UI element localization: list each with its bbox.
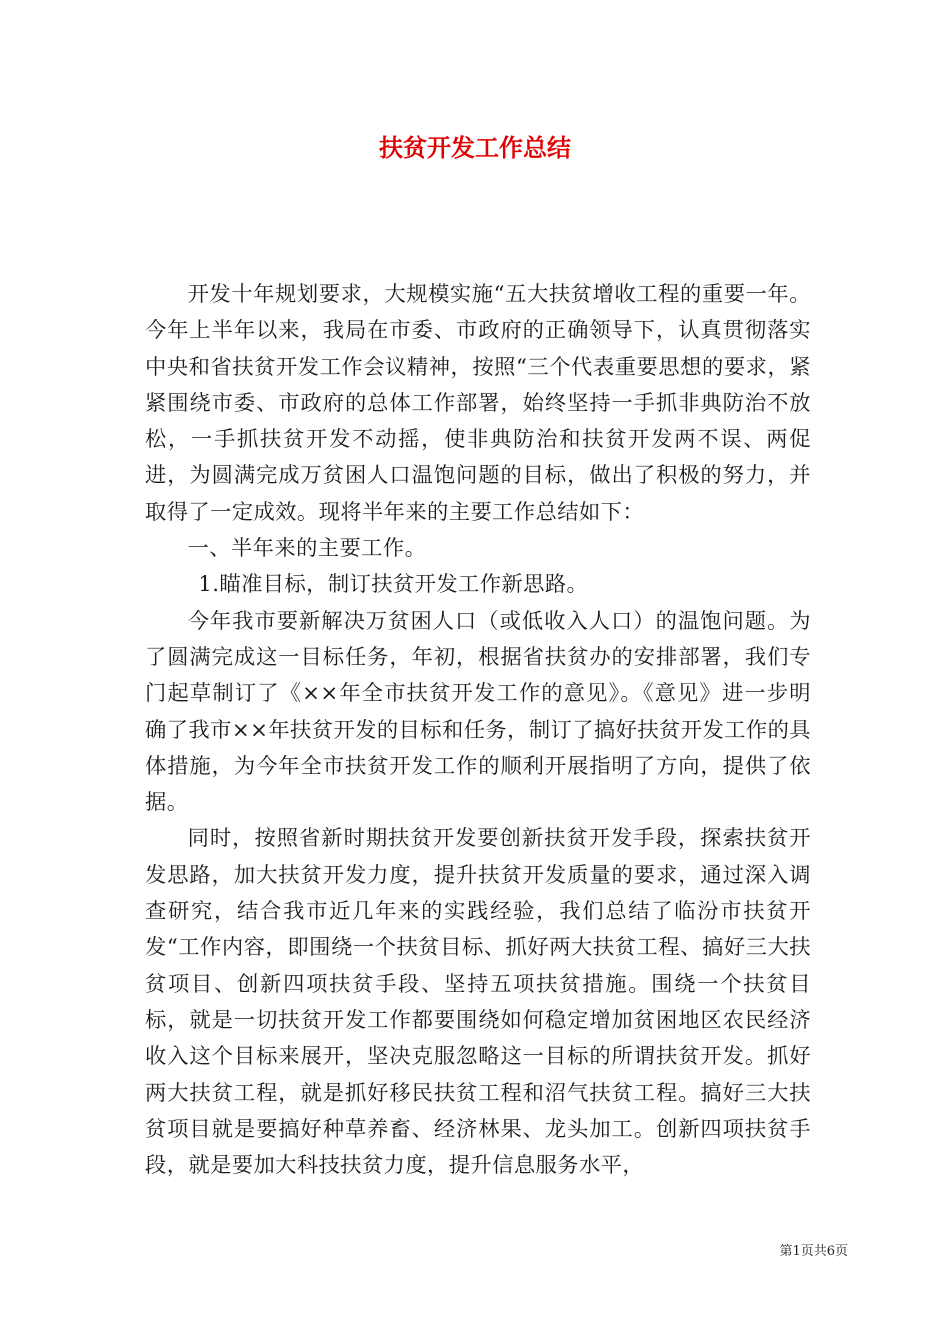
method-paragraph: 同时，按照省新时期扶贫开发要创新扶贫开发手段，探索扶贫开发思路，加大扶贫开发力度，提升扶贫开发质量的要求，通过深入调查研究，结合我市近几年来的实践经验，我们总结了临汾市扶贫开发“工作内容，即围绕一个扶贫目标、抓好两大扶贫工程、搞好三大扶贫项目、创新四项扶贫手段、坚持五项扶贫措施。围绕一个扶贫目标，就是一切扶贫开发工作都要围绕如何稳定增加贫困地区农民经济收入这个目标来展开，坚决克服忽略这一目标的所谓扶贫开发。抓好两大扶贫工程，就是抓好移民扶贫工程和沼气扶贫工程。搞好三大扶贫项目就是要搞好种草养畜、经济林果、龙头加工。创新四项扶贫手段，就是要加大科技扶贫力度，提升信息服务水平， — [145, 826, 811, 1179]
page-number: 第1页共6页 — [779, 1244, 848, 1259]
subsection-heading: 1.瞄准目标，制订扶贫开发工作新思路。 — [198, 572, 589, 598]
document-body — [145, 277, 811, 1184]
section-heading: 一、半年来的主要工作。 — [187, 536, 427, 562]
goal-paragraph: 今年我市要新解决万贫困人口（或低收入人口）的温饱问题。为了圆满完成这一目标任务，年初，根据省扶贫办的安排部署，我们专门起草制订了《××年全市扶贫开发工作的意见》。《意见》进一步明确了我市××年扶贫开发的目标和任务，制订了搞好扶贫开发工作的具体措施，为今年全市扶贫开发工作的顺利开展指明了方向，提供了依据。 — [145, 608, 811, 816]
document-title: 扶贫开发工作总结 — [379, 134, 571, 162]
intro-paragraph: 开发十年规划要求，大规模实施“五大扶贫增收工程的重要一年。今年上半年以来，我局在市委、市政府的正确领导下，认真贯彻落实中央和省扶贫开发工作会议精神，按照“三个代表重要思想的要求，紧紧围绕市委、市政府的总体工作部署，始终坚持一手抓非典防治不放松，一手抓扶贫开发不动摇，使非典防治和扶贫开发两不误、两促进，为圆满完成万贫困人口温饱问题的目标，做出了积极的努力，并取得了一定成效。现将半年来的主要工作总结如下： — [145, 282, 811, 525]
